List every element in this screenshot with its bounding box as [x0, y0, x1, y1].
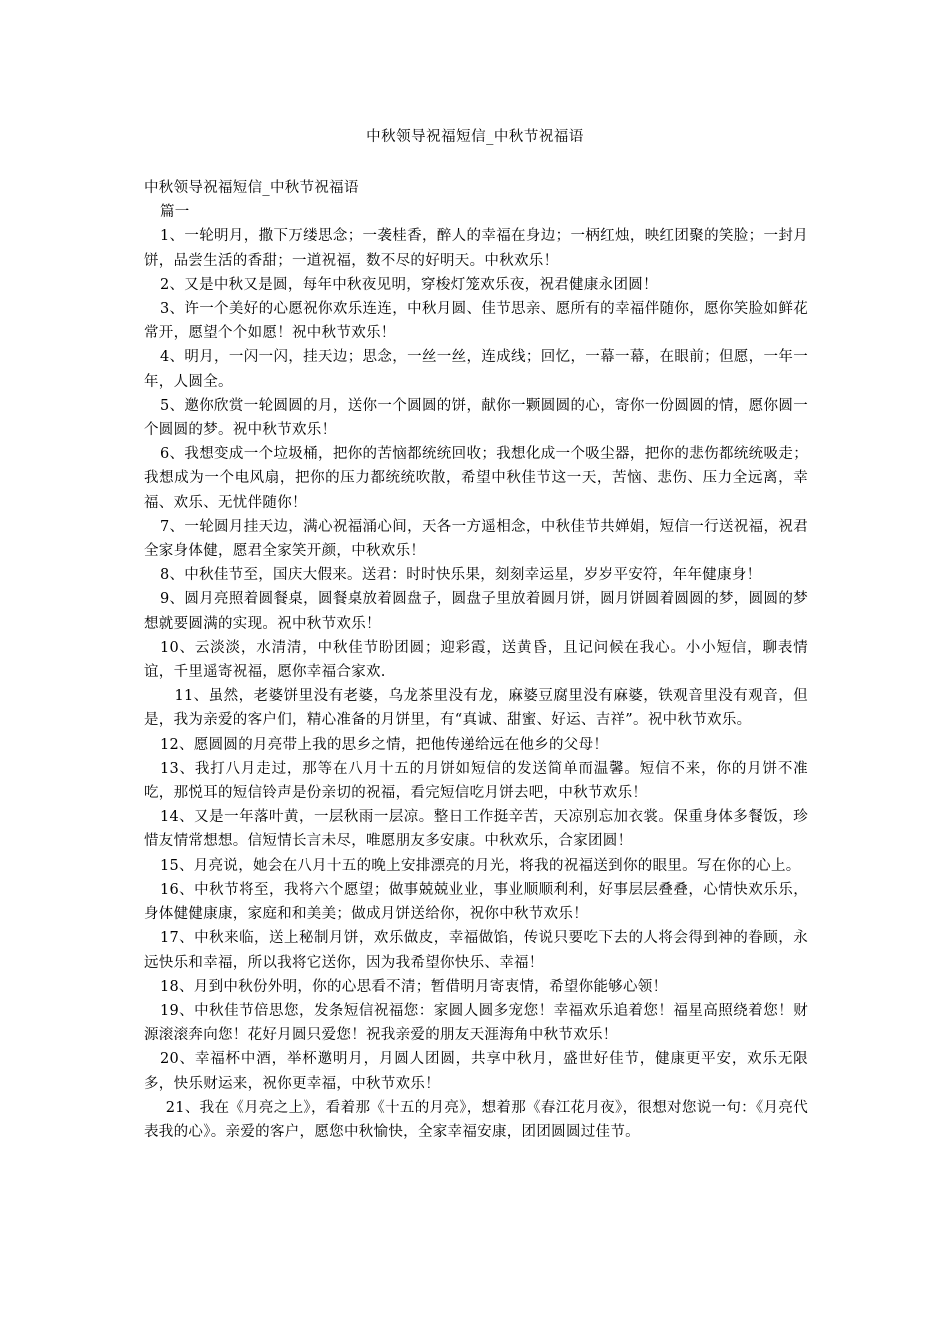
paragraph-20: 20、幸福杯中酒，举杯邀明月，月圆人团圆，共享中秋月，盛世好佳节，健康更平安，欢乐无限多，快乐财运来，祝你更幸福，中秋节欢乐！	[144, 1051, 808, 1092]
paragraph-10: 10、云淡淡，水清清，中秋佳节盼团圆；迎彩霞，送黄昏，且记问候在我心。小小短信，聊表情谊，千里遥寄祝福，愿你幸福合家欢.	[144, 639, 808, 681]
paragraph-3: 3、许一个美好的心愿祝你欢乐连连，中秋月圆、佳节思亲、愿所有的幸福伴随你，愿你笑脸如鲜花常开，愿望个个如愿！祝中秋节欢乐！	[144, 301, 808, 342]
paragraph-2: 2、又是中秋又是圆，每年中秋夜见明，穿梭灯笼欢乐夜，祝君健康永团圆！	[159, 276, 658, 293]
section-heading: 篇一	[159, 204, 190, 221]
paragraph-16: 16、中秋节将至，我将六个愿望；做事兢兢业业，事业顺顺利利，好事层层叠叠，心情快欢乐乐，身体健健康康，家庭和和美美；做成月饼送给你，祝你中秋节欢乐！	[144, 881, 808, 923]
paragraph-1: 1、一轮明月，撒下万缕思念；一袭桂香，醉人的幸福在身边；一柄红烛，映红团聚的笑脸；一封月饼，品尝生活的香甜；一道祝福，数不尽的好明天。中秋欢乐！	[144, 228, 808, 269]
paragraph-9: 9、圆月亮照着圆餐桌，圆餐桌放着圆盘子，圆盘子里放着圆月饼，圆月饼圆着圆圆的梦，圆圆的梦想就要圆满的实现。祝中秋节欢乐！	[144, 591, 808, 632]
paragraph-6: 6、我想变成一个垃圾桶，把你的苦恼都统统回收；我想化成一个吸尘器，把你的悲伤都统统吸走；我想成为一个电风扇，把你的压力都统统吹散，希望中秋佳节这一天，苦恼、悲伤、压力全远离，幸福、欢乐、无忧伴随你！	[144, 446, 808, 511]
document-subtitle: 中秋领导祝福短信_中秋节祝福语	[144, 180, 359, 196]
page-title: 中秋领导祝福短信_中秋节祝福语	[366, 129, 584, 145]
paragraph-17: 17、中秋来临，送上秘制月饼，欢乐做皮，幸福做馅，传说只要吃下去的人将会得到神的眷顾，永远快乐和幸福，所以我将它送你，因为我希望你快乐、幸福！	[144, 930, 808, 971]
paragraph-18: 18、月到中秋份外明，你的心思看不清；暂借明月寄衷情，希望你能够心领！	[159, 978, 668, 995]
paragraph-15: 15、月亮说，她会在八月十五的晚上安排漂亮的月光，将我的祝福送到你的眼里。写在你的心上。	[159, 857, 801, 874]
paragraph-13: 13、我打八月走过，那等在八月十五的月饼如短信的发送简单而温馨。短信不来，你的月饼不准吃，那悦耳的短信铃声是份亲切的祝福，看完短信吃月饼去吧，中秋节欢乐！	[144, 760, 808, 802]
paragraph-21: 21、我在《月亮之上》，看着那《十五的月亮》，想着那《春江花月夜》，很想对您说一句：《月亮代表我的心》。亲爱的客户，愿您中秋愉快，全家幸福安康，团团圆圆过佳节。	[144, 1099, 808, 1140]
paragraph-4: 4、明月，一闪一闪，挂天边；思念，一丝一丝，连成线；回忆，一幕一幕，在眼前；但愿，一年一年，人圆全。	[144, 349, 808, 390]
document-body	[144, 176, 808, 1144]
paragraph-19: 19、中秋佳节倍思您，发条短信祝福您：家圆人圆多宠您！幸福欢乐追着您！福星高照绕着您！财源滚滚奔向您！花好月圆只爱您！祝我亲爱的朋友天涯海角中秋节欢乐！	[144, 1002, 808, 1044]
paragraph-12: 12、愿圆圆的月亮带上我的思乡之情，把他传递给远在他乡的父母！	[159, 736, 609, 753]
paragraph-5: 5、邀你欣赏一轮圆圆的月，送你一个圆圆的饼，献你一颗圆圆的心，寄你一份圆圆的情，愿你圆一个圆圆的梦。祝中秋节欢乐！	[144, 397, 808, 439]
paragraph-7: 7、一轮圆月挂天边，满心祝福涌心间，天各一方遥相念，中秋佳节共婵娟，短信一行送祝福，祝君全家身体健，愿君全家笑开颜，中秋欢乐！	[144, 518, 808, 560]
paragraph-11: 11、虽然，老婆饼里没有老婆，乌龙茶里没有龙，麻婆豆腐里没有麻婆，铁观音里没有观音，但是，我为亲爱的客户们，精心准备的月饼里，有“真诚、甜蜜、好运、吉祥”。祝中秋节欢乐。	[144, 688, 808, 729]
paragraph-8: 8、中秋佳节至，国庆大假来。送君：时时快乐果，刻刻幸运星，岁岁平安符，年年健康身！	[159, 567, 762, 584]
paragraph-14: 14、又是一年落叶黄，一层秋雨一层凉。整日工作挺辛苦，天凉别忘加衣裳。保重身体多餐饭，珍惜友情常想想。信短情长言未尽，唯愿朋友多安康。中秋欢乐，合家团圆！	[144, 809, 808, 850]
